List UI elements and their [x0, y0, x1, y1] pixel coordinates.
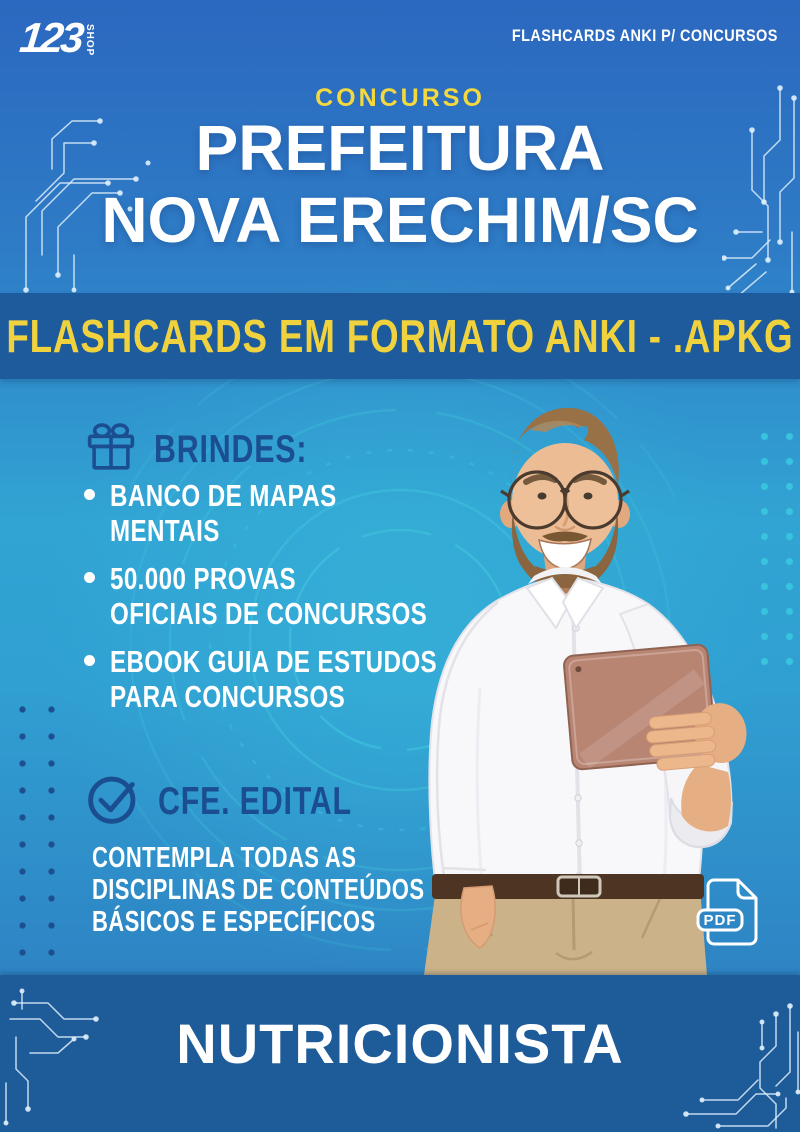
concurso-label: CONCURSO: [315, 84, 485, 112]
circuit-pattern-bottom-right: [658, 1002, 800, 1132]
title-line-1: PREFEITURA: [195, 112, 605, 184]
logo-shop-text: SHOP: [84, 24, 96, 57]
role-title: NUTRICIONISTA: [176, 1012, 624, 1075]
pdf-file-icon: [696, 874, 762, 952]
bullet-icon: [84, 572, 95, 583]
bonus-item-text: 50.000 PROVAS OFICIAIS DE CONCURSOS: [110, 561, 428, 631]
bonus-item-text: BANCO DE MAPAS MENTAIS: [110, 478, 337, 548]
circuit-pattern-bottom-left: [0, 983, 115, 1132]
bonuses-heading-row: [84, 420, 351, 479]
gift-icon: [84, 420, 138, 479]
anki-format-banner: [0, 293, 800, 379]
list-item: [84, 644, 514, 714]
dot-grid-left: [8, 696, 68, 966]
edital-heading: CFE. EDITAL: [158, 779, 352, 823]
list-item: [84, 561, 514, 631]
bullet-icon: [84, 655, 95, 666]
check-circle-icon: [84, 770, 142, 833]
bullet-icon: [84, 489, 95, 500]
svg-text:PDF: PDF: [703, 912, 737, 929]
list-item: [84, 478, 514, 548]
bonuses-list: [84, 478, 514, 727]
product-tagline: FLASHCARDS ANKI P/ CONCURSOS: [512, 26, 778, 45]
banner-label: FLASHCARDS EM FORMATO ANKI - .APKG: [6, 310, 794, 362]
edital-heading-row: [84, 770, 407, 833]
bonuses-heading: BRINDES:: [154, 427, 308, 471]
edital-description: CONTEMPLA TODAS AS DISCIPLINAS DE CONTEÚDOS BÁSICOS E ESPECÍFICOS: [92, 842, 425, 938]
page-title: [0, 112, 800, 256]
title-line-2: NOVA ERECHIM/SC: [101, 184, 699, 256]
bonus-item-text: EBOOK GUIA DE ESTUDOS PARA CONCURSOS: [110, 644, 438, 714]
shop-logo: [17, 14, 96, 61]
logo-number: 123: [17, 14, 84, 61]
